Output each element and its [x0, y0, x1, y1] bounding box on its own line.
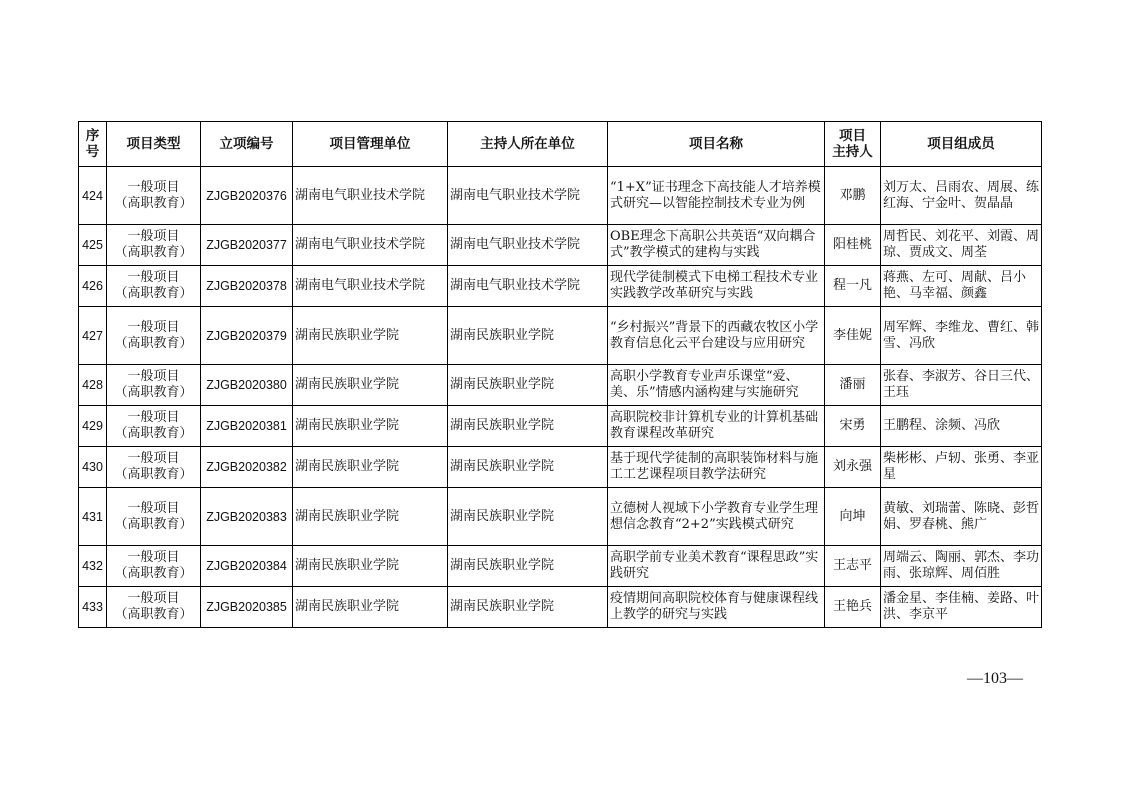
row-code: ZJGB2020383 — [201, 488, 293, 546]
row-host-unit: 湖南民族职业学院 — [448, 587, 608, 628]
row-project-name: “乡村振兴”背景下的西藏农牧区小学教育信息化云平台建设与应用研究 — [608, 307, 825, 365]
table-row — [79, 365, 1042, 406]
row-code: ZJGB2020377 — [201, 225, 293, 266]
project-table — [78, 121, 1042, 628]
row-project-name: 现代学徒制模式下电梯工程技术专业实践教学改革研究与实践 — [608, 266, 825, 307]
row-host: 刘永强 — [825, 447, 881, 488]
row-code: ZJGB2020385 — [201, 587, 293, 628]
row-project-name: OBE理念下高职公共英语“双向耦合式”教学模式的建构与实践 — [608, 225, 825, 266]
row-seq: 426 — [79, 266, 107, 307]
row-code: ZJGB2020378 — [201, 266, 293, 307]
row-host-unit: 湖南电气职业技术学院 — [448, 225, 608, 266]
row-code: ZJGB2020382 — [201, 447, 293, 488]
header-project-name: 项目名称 — [608, 122, 825, 167]
row-host: 阳桂桃 — [825, 225, 881, 266]
row-host: 潘丽 — [825, 365, 881, 406]
row-type: 一般项目 （高职教育） — [107, 225, 201, 266]
row-mgmt-unit: 湖南民族职业学院 — [293, 307, 448, 365]
row-mgmt-unit: 湖南民族职业学院 — [293, 488, 448, 546]
table-row — [79, 266, 1042, 307]
row-host-unit: 湖南民族职业学院 — [448, 546, 608, 587]
row-type: 一般项目 （高职教育） — [107, 167, 201, 225]
row-code: ZJGB2020376 — [201, 167, 293, 225]
row-members: 周军辉、李维龙、曹红、韩雪、冯欣 — [881, 307, 1042, 365]
table-row — [79, 406, 1042, 447]
row-members: 黄敏、刘瑞蕾、陈晓、彭哲娟、罗春桃、熊广 — [881, 488, 1042, 546]
row-members: 王鹏程、涂频、冯欣 — [881, 406, 1042, 447]
row-host: 王志平 — [825, 546, 881, 587]
row-type: 一般项目 （高职教育） — [107, 406, 201, 447]
row-members: 潘金星、李佳楠、姜路、叶洪、李京平 — [881, 587, 1042, 628]
page-number: —103— — [967, 670, 1023, 687]
row-code: ZJGB2020384 — [201, 546, 293, 587]
row-mgmt-unit: 湖南民族职业学院 — [293, 447, 448, 488]
row-host-unit: 湖南民族职业学院 — [448, 488, 608, 546]
header-seq: 序 号 — [79, 122, 107, 167]
header-members: 项目组成员 — [881, 122, 1042, 167]
row-members: 周哲民、刘花平、刘霞、周琼、贾成文、周荃 — [881, 225, 1042, 266]
row-members: 张春、李淑芳、谷日三代、王珏 — [881, 365, 1042, 406]
row-members: 蒋燕、左可、周献、吕小艳、马幸福、颜鑫 — [881, 266, 1042, 307]
row-type: 一般项目 （高职教育） — [107, 365, 201, 406]
row-mgmt-unit: 湖南民族职业学院 — [293, 587, 448, 628]
row-host-unit: 湖南民族职业学院 — [448, 307, 608, 365]
row-mgmt-unit: 湖南民族职业学院 — [293, 365, 448, 406]
row-seq: 424 — [79, 167, 107, 225]
row-members: 周端云、陶丽、郭杰、李功雨、张琼辉、周佰胜 — [881, 546, 1042, 587]
table-row — [79, 447, 1042, 488]
row-code: ZJGB2020380 — [201, 365, 293, 406]
header-mgmt-unit: 项目管理单位 — [293, 122, 448, 167]
row-type: 一般项目 （高职教育） — [107, 307, 201, 365]
header-code: 立项编号 — [201, 122, 293, 167]
row-host: 王艳兵 — [825, 587, 881, 628]
row-host: 宋勇 — [825, 406, 881, 447]
header-type: 项目类型 — [107, 122, 201, 167]
row-project-name: 高职学前专业美术教育“课程思政”实践研究 — [608, 546, 825, 587]
row-mgmt-unit: 湖南电气职业技术学院 — [293, 266, 448, 307]
row-host-unit: 湖南民族职业学院 — [448, 406, 608, 447]
table-header-row — [79, 122, 1042, 167]
row-seq: 427 — [79, 307, 107, 365]
row-type: 一般项目 （高职教育） — [107, 488, 201, 546]
header-host: 项目 主持人 — [825, 122, 881, 167]
row-project-name: 高职院校非计算机专业的计算机基础教育课程改革研究 — [608, 406, 825, 447]
table-row — [79, 488, 1042, 546]
row-seq: 432 — [79, 546, 107, 587]
row-project-name: 立德树人视域下小学教育专业学生理想信念教育“2+2”实践模式研究 — [608, 488, 825, 546]
row-seq: 428 — [79, 365, 107, 406]
row-host: 向坤 — [825, 488, 881, 546]
header-host-unit: 主持人所在单位 — [448, 122, 608, 167]
row-seq: 429 — [79, 406, 107, 447]
row-seq: 425 — [79, 225, 107, 266]
row-host-unit: 湖南民族职业学院 — [448, 447, 608, 488]
table-row — [79, 225, 1042, 266]
row-code: ZJGB2020381 — [201, 406, 293, 447]
row-host: 程一凡 — [825, 266, 881, 307]
row-host: 李佳妮 — [825, 307, 881, 365]
row-code: ZJGB2020379 — [201, 307, 293, 365]
row-mgmt-unit: 湖南民族职业学院 — [293, 546, 448, 587]
row-members: 刘万太、吕雨农、周展、练红海、宁金叶、贺晶晶 — [881, 167, 1042, 225]
row-host: 邓鹏 — [825, 167, 881, 225]
table-row — [79, 167, 1042, 225]
row-type: 一般项目 （高职教育） — [107, 447, 201, 488]
table-row — [79, 587, 1042, 628]
row-project-name: “1+X”证书理念下高技能人才培养模式研究—以智能控制技术专业为例 — [608, 167, 825, 225]
row-type: 一般项目 （高职教育） — [107, 546, 201, 587]
row-host-unit: 湖南民族职业学院 — [448, 365, 608, 406]
row-mgmt-unit: 湖南电气职业技术学院 — [293, 167, 448, 225]
row-mgmt-unit: 湖南电气职业技术学院 — [293, 225, 448, 266]
row-project-name: 疫情期间高职院校体育与健康课程线上教学的研究与实践 — [608, 587, 825, 628]
row-project-name: 高职小学教育专业声乐课堂“爱、美、乐”情感内涵构建与实施研究 — [608, 365, 825, 406]
table-row — [79, 307, 1042, 365]
row-seq: 433 — [79, 587, 107, 628]
row-seq: 430 — [79, 447, 107, 488]
row-host-unit: 湖南电气职业技术学院 — [448, 266, 608, 307]
row-type: 一般项目 （高职教育） — [107, 266, 201, 307]
row-seq: 431 — [79, 488, 107, 546]
row-type: 一般项目 （高职教育） — [107, 587, 201, 628]
row-host-unit: 湖南电气职业技术学院 — [448, 167, 608, 225]
row-members: 柴彬彬、卢轫、张勇、李亚星 — [881, 447, 1042, 488]
row-project-name: 基于现代学徒制的高职装饰材料与施工工艺课程项目教学法研究 — [608, 447, 825, 488]
table-row — [79, 546, 1042, 587]
row-mgmt-unit: 湖南民族职业学院 — [293, 406, 448, 447]
